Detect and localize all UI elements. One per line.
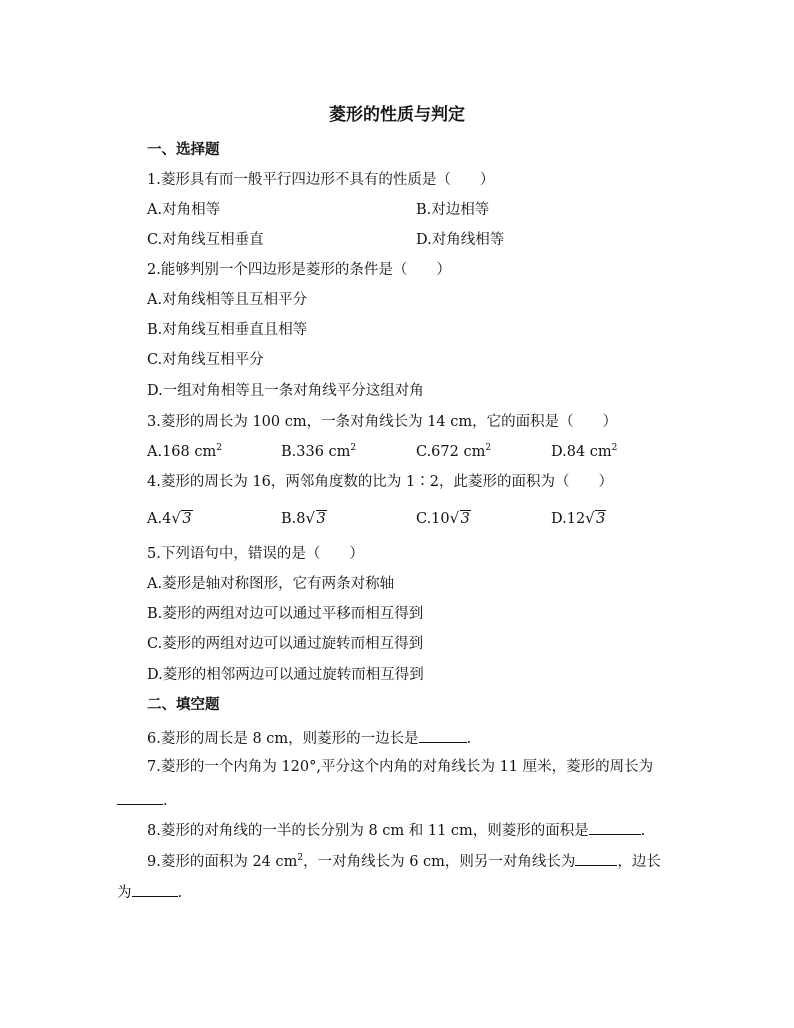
question-3-option-c: C.672 $cm^2$	[416, 443, 492, 460]
question-9-continued: 为 .	[117, 880, 182, 903]
question-1-option-b: B.对边相等	[416, 202, 490, 218]
question-2-stem: 2.能够判别一个四边形是菱形的条件是（ ）	[147, 262, 451, 278]
answer-blank[interactable]	[575, 849, 617, 866]
sqrt-symbol: √ 3	[171, 509, 192, 527]
sqrt-symbol: √ 3	[449, 509, 470, 527]
answer-blank[interactable]	[419, 726, 467, 743]
question-1-option-a: A.对角相等	[147, 202, 221, 218]
question-4-option-d: D.12 √ 3	[551, 509, 606, 527]
question-4-stem: 4.菱形的周长为 16，两邻角度数的比为 1∶2，此菱形的面积为（ ）	[147, 474, 613, 490]
question-5-option-c: C.菱形的两组对边可以通过旋转而相互得到	[147, 636, 424, 652]
sqrt-symbol: √ 3	[585, 509, 606, 527]
question-4-option-b: B.8 √ 3	[281, 509, 326, 527]
question-1-option-c: C.对角线互相垂直	[147, 232, 264, 248]
question-9: 9.菱形的面积为 24 $cm^2$，一对角线长为 6 cm，则另一对角线长为 ，边长	[147, 849, 661, 872]
answer-blank[interactable]	[117, 788, 163, 805]
question-4-option-c: C.10 √ 3	[416, 509, 470, 527]
question-2-option-b: B.对角线互相垂直且相等	[147, 322, 308, 338]
question-3-stem: 3.菱形的周长为 100 cm，一条对角线长为 14 cm，它的面积是（ ）	[147, 414, 618, 430]
question-5-stem: 5.下列语句中，错误的是（ ）	[147, 546, 364, 562]
question-7: 7.菱形的一个内角为 120°,平分这个内角的对角线长为 11 厘米，菱形的周长为	[147, 759, 654, 775]
question-7-answer: .	[117, 788, 168, 811]
question-8: 8.菱形的对角线的一半的长分别为 8 cm 和 11 cm，则菱形的面积是 .	[147, 818, 645, 841]
answer-blank[interactable]	[589, 818, 641, 835]
question-4-option-a: A.4 √ 3	[147, 509, 192, 527]
question-3-option-b: B.336 $cm^2$	[281, 443, 357, 460]
question-5-option-a: A.菱形是轴对称图形，它有两条对称轴	[147, 576, 395, 592]
question-1-stem: 1.菱形具有而一般平行四边形不具有的性质是（ ）	[147, 172, 495, 188]
section-heading-fill: 二、填空题	[147, 696, 220, 713]
question-1-option-d: D.对角线相等	[416, 232, 505, 248]
question-3-option-d: D.84 $cm^2$	[551, 443, 618, 460]
section-heading-choice: 一、选择题	[147, 141, 220, 158]
question-2-option-c: C.对角线互相平分	[147, 352, 264, 368]
question-2-option-a: A.对角线相等且互相平分	[147, 292, 308, 308]
question-6: 6.菱形的周长是 8 cm，则菱形的一边长是 .	[147, 726, 471, 749]
question-3-option-a: A.168 $cm^2$	[147, 443, 222, 460]
question-2-option-d: D.一组对角相等且一条对角线平分这组对角	[147, 383, 424, 399]
question-5-option-d: D.菱形的相邻两边可以通过旋转而相互得到	[147, 667, 424, 683]
sqrt-symbol: √ 3	[305, 509, 326, 527]
question-5-option-b: B.菱形的两组对边可以通过平移而相互得到	[147, 606, 424, 622]
page-title: 菱形的性质与判定	[329, 105, 465, 125]
answer-blank[interactable]	[132, 880, 178, 897]
